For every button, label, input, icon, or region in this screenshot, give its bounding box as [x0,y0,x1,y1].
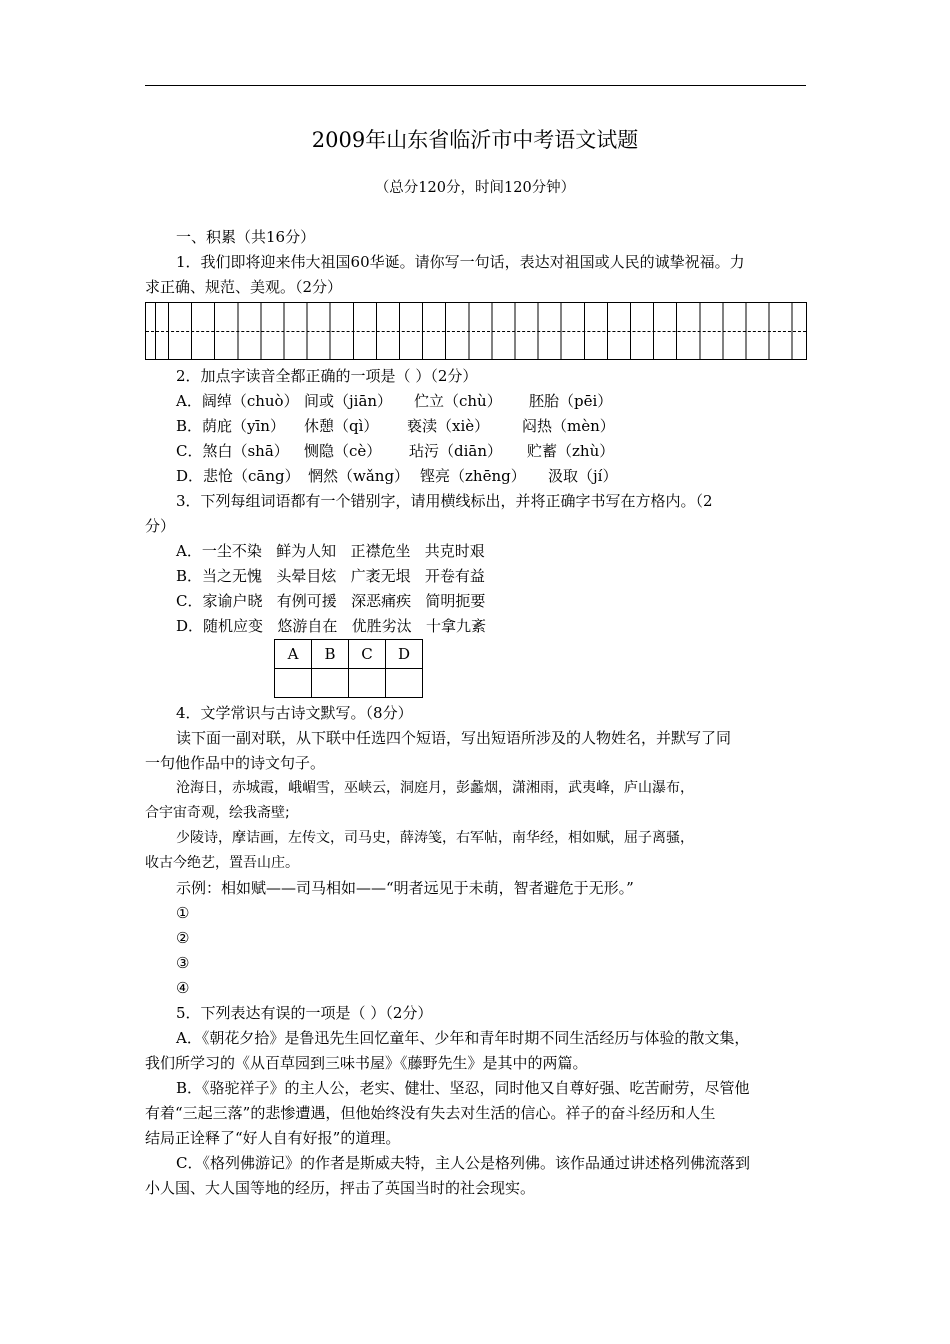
q2-d-word1: D．悲怆（cāng） [176,467,300,485]
q1-stem-line1: 1．我们即将迎来伟大祖国60华诞。请你写一句话，表达对祖国或人民的诚挚祝福。力 [176,253,745,271]
q5-option-b-line3: 结局正诠释了“好人自有好报”的道理。 [145,1129,401,1147]
q4-example: 示例：相如赋——司马相如——“明者远见于未萌，智者避危于无形。” [176,879,634,897]
q2-b-word1: B．荫庇（yīn） [176,417,285,435]
answer-cell-c[interactable] [349,669,386,698]
q5-option-c-line2: 小人国、大人国等地的经历，抨击了英国当时的社会现实。 [145,1179,536,1197]
q2-option-b [145,414,809,439]
couplet-lower-line2: 收古今绝艺，置吾山庄。 [145,855,299,871]
grid-midline [146,331,806,332]
q3-stem-line2: 分） [145,517,176,535]
q4-intro-line1: 读下面一副对联，从下联中任选四个短语，写出短语所涉及的人物姓名，并默写了同 [176,729,732,747]
couplet-upper-line1: 沧海日，赤城霞，峨嵋雪，巫峡云，洞庭月，彭蠡烟，潇湘雨，武夷峰，庐山瀑布， [176,780,694,796]
q3-answer-table-wrap [145,639,809,701]
q1-stem-line2: 求正确、规范、美观。（2分） [145,278,343,296]
q4-blank-2[interactable]: ② [176,929,190,947]
q3-option-d: D．随机应变 悠游自在 优胜劣汰 十拿九紊 [176,617,486,635]
q3-option-b: B．当之无愧 头晕目炫 广袤无垠 开卷有益 [176,567,485,585]
couplet-lower-line1: 少陵诗，摩诘画，左传文，司马史，薛涛笺，右军帖，南华经，相如赋，屈子离骚， [176,830,694,846]
q2-c-word1: C．煞白（shā） [176,442,289,460]
q2-c-word2: 恻隐（cè） [304,442,382,460]
q3-stem-line1: 3．下列每组词语都有一个错别字，请用横线标出，并将正确字书写在方格内。（2 [176,492,713,510]
q5-option-c-line1: C．《格列佛游记》的作者是斯威夫特，主人公是格列佛。该作品通过讲述格列佛流落到 [176,1154,750,1172]
q1-writing-grid[interactable] [145,302,807,360]
q5-option-b-line1: B．《骆驼祥子》的主人公，老实、健壮、坚忍，同时他又自尊好强、吃苦耐劳，尽管他 [176,1079,750,1097]
answer-cell-b[interactable] [312,669,349,698]
q5-option-a-line1: A．《朝花夕拾》是鲁迅先生回忆童年、少年和青年时期不同生活经历与体验的散文集， [176,1029,750,1047]
answer-cell-a[interactable] [275,669,312,698]
q2-d-word2: 惘然（wǎng） [308,467,410,485]
answer-header-a: A [275,640,312,669]
q2-b-word3: 亵渎（xiè） [407,417,490,435]
q2-a-word4: 胚胎（pēi） [529,392,613,410]
answer-header-d: D [386,640,423,669]
q3-answer-table [274,639,423,698]
q2-b-word2: 休憩（qì） [304,417,379,435]
q4-blank-4[interactable]: ④ [176,979,190,997]
q5-option-b-line2: 有着“三起三落”的悲惨遭遇，但他始终没有失去对生活的信心。祥子的奋斗经历和人生 [145,1104,716,1122]
q1-writing-grid-wrap [145,300,809,364]
q2-option-d [145,464,809,489]
page-title: 2009年山东省临沂市中考语文试题 [311,128,639,152]
q2-stem: 2．加点字读音全都正确的一项是（ ）（2分） [176,367,478,385]
exam-content [145,225,809,1201]
q2-a-word3: 伫立（chù） [414,392,502,410]
answer-header-c: C [349,640,386,669]
couplet-upper-line2: 合宇宙奇观，绘我斋壁; [145,805,290,821]
q4-intro-line2: 一句他作品中的诗文句子。 [145,754,326,772]
q2-d-word4: 汲取（jí） [548,467,618,485]
section-heading: 一、积累（共16分） [176,228,316,246]
q2-a-word2: 间或（jiān） [304,392,393,410]
q2-d-word3: 铿亮（zhēng） [420,467,526,485]
q2-option-a [145,389,809,414]
q4-stem: 4．文学常识与古诗文默写。（8分） [176,704,413,722]
answer-cell-d[interactable] [386,669,423,698]
q3-option-a: A．一尘不染 鲜为人知 正襟危坐 共克时艰 [176,542,485,560]
header-rule [145,85,806,86]
q4-blank-3[interactable]: ③ [176,954,190,972]
page-subtitle: （总分120分，时间120分钟） [374,180,576,196]
q5-option-a-line2: 我们所学习的《从百草园到三味书屋》《藤野先生》是其中的两篇。 [145,1054,588,1072]
q4-blank-1[interactable]: ① [176,904,190,922]
answer-header-b: B [312,640,349,669]
q2-b-word4: 闷热（mèn） [522,417,615,435]
q2-option-c [145,439,809,464]
q3-option-c: C．家谕户晓 有例可援 深恶痛疾 简明扼要 [176,592,486,610]
q2-c-word4: 贮蓄（zhù） [527,442,615,460]
q2-c-word3: 玷污（diān） [409,442,503,460]
q2-a-word1: A．阔绰（chuò） [176,392,299,410]
q5-stem: 5．下列表达有误的一项是（ ）（2分） [176,1004,433,1022]
